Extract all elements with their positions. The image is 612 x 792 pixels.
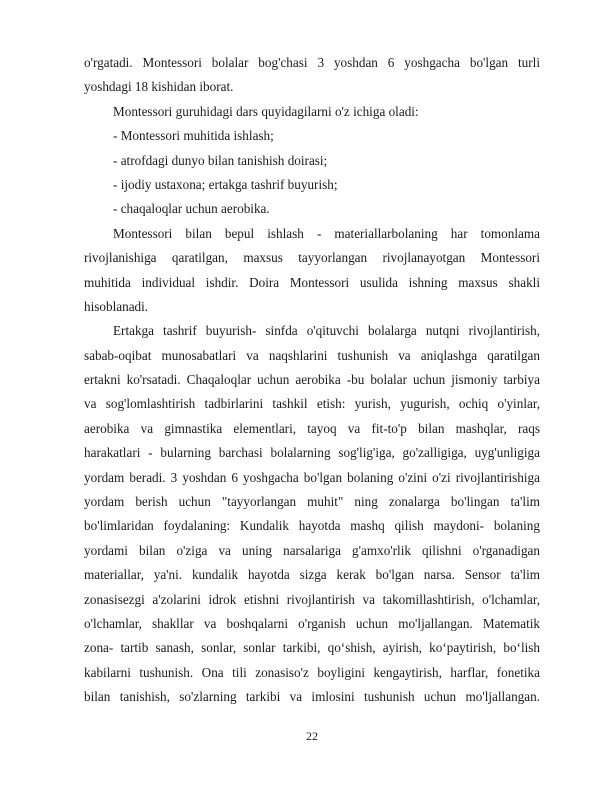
text-line: rivojlanishiga qaratilgan, maxsus tayyorlangan rivojlanayotgan Montessori (84, 250, 540, 266)
body-text (84, 51, 540, 710)
page-number: 22 (306, 729, 318, 743)
text-line: Montessori bilan bepul ishlash - materiallarbolaning har tomonlama (113, 225, 540, 241)
text-line: Montessori guruhidagi dars quyidagilarni o'z ichiga oladi: (113, 103, 419, 119)
text-line: o'lchamlar, shakllar va boshqalarni o'rganish uchun mo'ljallangan. Matematik (84, 615, 540, 631)
text-line: hisoblanadi. (84, 298, 149, 314)
text-line: bo'limlaridan foydalaning: Kundalik hayotda mashq qilish maydoni- bolaning (84, 518, 540, 534)
text-line: yordami bilan o'ziga va uning narsalariga g'amxo'rlik qilishni o'rganadigan (84, 542, 540, 558)
text-line: ertakni ko'rsatadi. Chaqaloqlar uchun aerobika -bu bolalar uchun jismoniy tarbiya (84, 372, 540, 388)
text-line: zona- tartib sanash, sonlar, sonlar tarkibi, qoʻshish, ayirish, koʻpaytirish, boʻlish (84, 640, 540, 656)
text-line: zonasisezgi a'zolarini idrok etishni rivojlantirish va takomillashtirish, o'lchamlar, (84, 591, 540, 607)
text-line: yordam berish uchun "tayyorlangan muhit" ning zonalarga bo'lingan ta'lim (84, 494, 540, 510)
text-line: va sog'lomlashtirish tadbirlarini tashkil etish: yurish, yugurish, ochiq o'yinlar, (84, 396, 540, 412)
text-line: o'rgatadi. Montessori bolalar bog'chasi 3 yoshdan 6 yoshgacha bo'lgan turli (84, 55, 540, 70)
text-line: aerobika va gimnastika elementlari, tayoq va fit-to'p bilan mashqlar, raqs (84, 420, 540, 436)
text-line: Ertakga tashrif buyurish- sinfda o'qituvchi bolalarga nutqni rivojlantirish, (113, 323, 540, 339)
text-line: sabab-oqibat munosabatlari va naqshlarini tushunish va aniqlashga qaratilgan (84, 347, 540, 363)
text-line: - chaqaloqlar uchun aerobika. (113, 201, 270, 217)
text-line: - Montessori muhitida ishlash; (113, 128, 274, 144)
text-line: - ijodiy ustaxona; ertakga tashrif buyurish; (113, 176, 338, 192)
text-line: yoshdagi 18 kishidan iborat. (84, 79, 234, 95)
text-line: materiallar, ya'ni. kundalik hayotda sizga kerak bo'lgan narsa. Sensor ta'lim (84, 567, 540, 583)
text-line: yordam beradi. 3 yoshdan 6 yoshgacha bo'lgan bolaning o'zini o'zi rivojlantirishiga (84, 469, 540, 485)
text-line: - atrofdagi dunyo bilan tanishish doirasi; (113, 152, 328, 168)
text-line: harakatlari - bularning barchasi bolalarning sog'lig'iga, go'zalligiga, uyg'unligiga (84, 445, 540, 461)
text-line: kabilarni tushunish. Ona tili zonasiso'z boyligini kengaytirish, harflar, fonetika (84, 664, 540, 680)
text-line: muhitida individual ishdir. Doira Montessori usulida ishning maxsus shakli (84, 274, 540, 290)
text-line: bilan tanishish, so'zlarning tarkibi va imlosini tushunish uchun mo'ljallangan. (84, 689, 540, 705)
